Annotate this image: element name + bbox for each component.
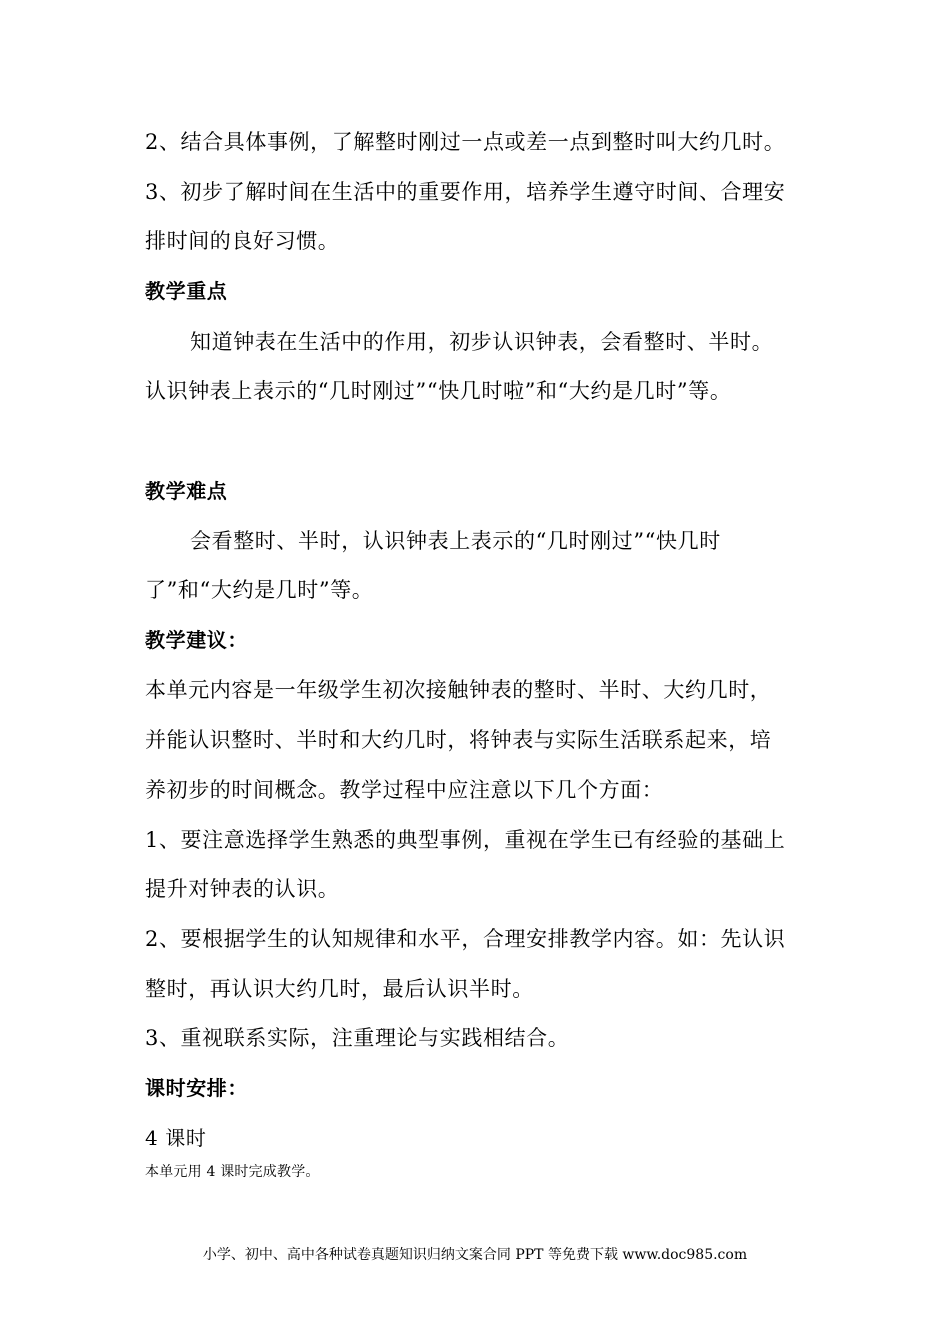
suggestions-intro-line-1: 本单元内容是一年级学生初次接触钟表的整时、半时、大约几时， xyxy=(145,678,772,702)
schedule-hours: 4 课时 xyxy=(145,1126,207,1150)
objective-item-3-line-2: 排时间的良好习惯。 xyxy=(145,229,340,253)
suggestion-item-2-line-2: 整时，再认识大约几时，最后认识半时。 xyxy=(145,977,534,1001)
difficulties-heading: 教学难点 xyxy=(145,479,228,503)
schedule-heading: 课时安排： xyxy=(145,1076,248,1100)
objective-item-3-line-1: 3、初步了解时间在生活中的重要作用，培养学生遵守时间、合理安 xyxy=(145,180,786,204)
suggestions-intro-line-3: 养初步的时间概念。教学过程中应注意以下几个方面： xyxy=(145,778,664,802)
page-footer: 小学、初中、高中各种试卷真题知识归纳文案合同 PPT 等免费下载 www.doc985.com xyxy=(202,1247,748,1263)
key-points-line-1: 知道钟表在生活中的作用，初步认识钟表，会看整时、半时。 xyxy=(190,330,774,354)
suggestion-item-1-line-1: 1、要注意选择学生熟悉的典型事例，重视在学生已有经验的基础上 xyxy=(145,828,786,852)
suggestion-item-1-line-2: 提升对钟表的认识。 xyxy=(145,877,340,901)
objective-item-2: 2、结合具体事例，了解整时刚过一点或差一点到整时叫大约几时。 xyxy=(145,130,786,154)
key-points-heading: 教学重点 xyxy=(145,279,228,303)
suggestion-item-2-line-1: 2、要根据学生的认知规律和水平，合理安排教学内容。如：先认识 xyxy=(145,927,786,951)
difficulties-line-2: 了”和“大约是几时”等。 xyxy=(145,578,374,602)
key-points-line-2: 认识钟表上表示的“几时刚过”“快几时啦”和“大约是几时”等。 xyxy=(145,379,732,403)
suggestions-intro-line-2: 并能认识整时、半时和大约几时，将钟表与实际生活联系起来，培 xyxy=(145,728,772,752)
suggestions-heading: 教学建议： xyxy=(145,628,248,652)
suggestion-item-3: 3、重视联系实际，注重理论与实践相结合。 xyxy=(145,1026,570,1050)
difficulties-line-1: 会看整时、半时，认识钟表上表示的“几时刚过”“快几时 xyxy=(190,529,721,553)
schedule-note: 本单元用 4 课时完成教学。 xyxy=(145,1164,320,1180)
